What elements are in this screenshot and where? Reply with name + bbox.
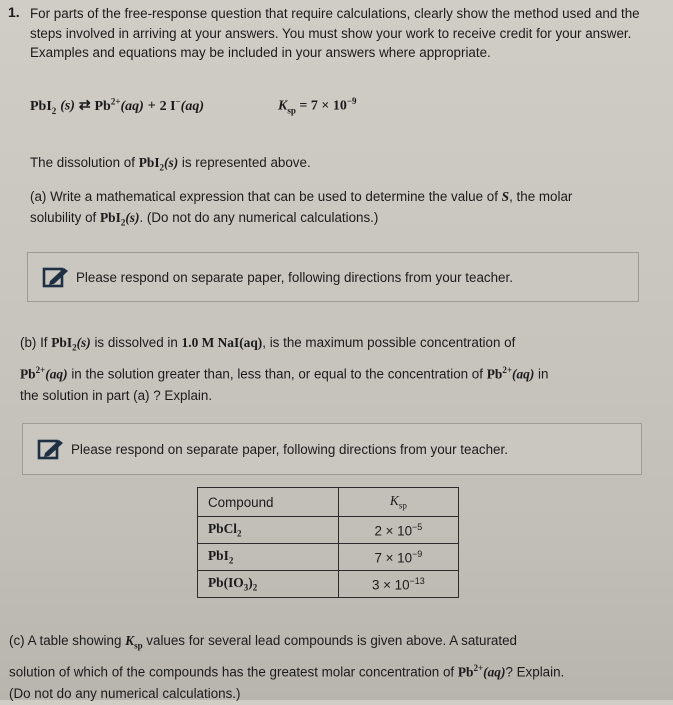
response-box-b[interactable] — [22, 423, 642, 475]
reactant-state: (s) — [60, 98, 75, 114]
response-box-b-text: Please respond on separate paper, following directions from your teacher. — [71, 441, 508, 457]
edit-icon — [42, 266, 70, 288]
dissolution-intro: The dissolution of PbI$_2$(s) is represented above. — [30, 155, 311, 173]
table-row — [198, 571, 459, 598]
equilibrium-arrow: ⇄ — [78, 98, 91, 114]
reactant-formula: PbI$_2$ — [30, 98, 57, 116]
product1-formula: $Pb^{2+}(aq)$ — [94, 96, 144, 114]
ksp-table — [197, 487, 459, 598]
compound-cell: $Pb(IO_3)_2$ — [198, 571, 339, 598]
ksp-cell: $7 \times 10^{-9}$ — [338, 544, 458, 571]
question-number: 1. — [8, 4, 20, 20]
part-b-prompt: (b) If PbI$_2$(s) is dissolved in 1.0 M NaI(aq), is the maximum possible concentration of $Pb^{2+}(aq)$ in the solution greater than, less than, or equal to the concentration of $Pb^{2+}(aq)$ in the solution in part (a) ? Explain. — [20, 335, 549, 404]
ksp-expression: $K_{sp} = 7 \times 10^{-9}$ — [278, 96, 357, 116]
dissolution-equation — [30, 96, 204, 115]
compound-cell: PbI$_2$ — [198, 544, 339, 571]
response-box-a-text: Please respond on separate paper, following directions from your teacher. — [76, 269, 513, 285]
edit-icon — [37, 438, 65, 460]
header-ksp: $K_{sp}$ — [338, 488, 458, 517]
product2-formula: 2 I−(aq) — [159, 96, 204, 114]
instructions-text: For parts of the free-response question that require calculations, clearly show the method used and the steps involved in arriving at your answers. You must show your work to receive credit for your answer. Examples and equations may be included in your answers where appropriate. — [30, 6, 640, 60]
ksp-cell: $3 \times 10^{-13}$ — [338, 571, 458, 598]
plus-sign: + — [147, 98, 156, 114]
table-row — [198, 517, 459, 544]
header-compound: Compound — [198, 488, 339, 517]
ksp-cell: $2 \times 10^{-5}$ — [338, 517, 458, 544]
part-a-prompt: (a) Write a mathematical expression that can be used to determine the value of S, the molar solubility of PbI$_2$(s). (Do not do any numerical calculations.) — [30, 189, 573, 228]
table-header-row — [198, 488, 459, 517]
compound-cell: PbCl$_2$ — [198, 517, 339, 544]
part-c-prompt: (c) A table showing $K_{sp}$ values for several lead compounds is given above. A saturated solution of which of the compounds has the greatest molar concentration of $Pb^{2+}(aq)$? Explain. (Do not do any numerical calculations.) — [9, 633, 565, 702]
table-row — [198, 544, 459, 571]
response-box-a[interactable] — [27, 252, 639, 302]
